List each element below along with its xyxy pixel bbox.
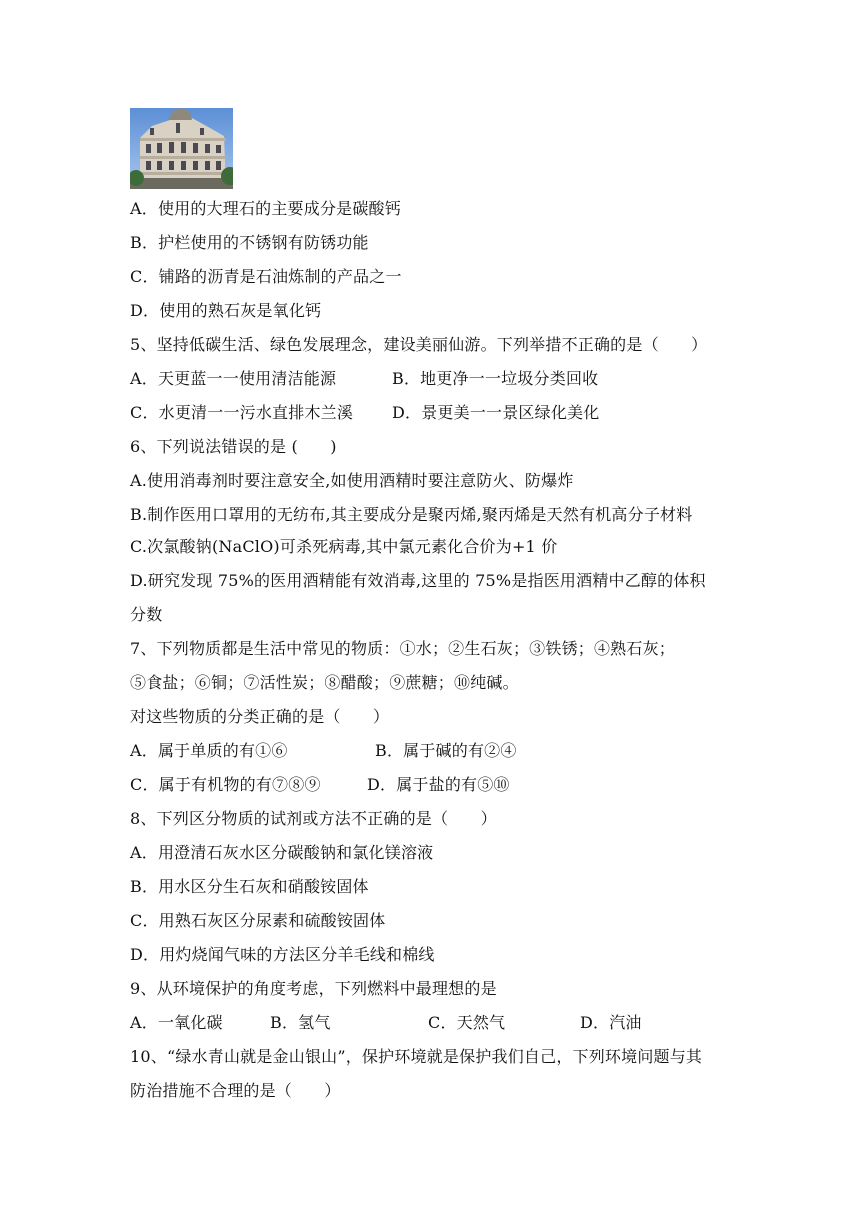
q9-option-b: B．氢气 [270, 1013, 331, 1032]
text-line: A.使用消毒剂时要注意安全,如使用酒精时要注意防火、防爆炸 [130, 471, 574, 490]
text-line: A．用澄清石灰水区分碳酸钠和氯化镁溶液 [130, 843, 434, 862]
text-line: C．用熟石灰区分尿素和硫酸铵固体 [130, 911, 386, 930]
q5-option-c: C．水更清一一污水直排木兰溪 [130, 403, 354, 422]
q7-option-d: D．属于盐的有⑤⑩ [367, 775, 510, 794]
q5-option-d: D．景更美一一景区绿化美化 [392, 403, 600, 422]
text-line: 10、“绿水青山就是金山银山”，保护环境就是保护我们自己，下列环境问题与其 [130, 1047, 703, 1066]
text-line: B．用水区分生石灰和硝酸铵固体 [130, 877, 369, 896]
q9-option-a: A．一氧化碳 [130, 1013, 223, 1032]
text-line: 7、下列物质都是生活中常见的物质：①水；②生石灰；③铁锈；④熟石灰； [130, 639, 675, 658]
text-line: D．用灼烧闻气味的方法区分羊毛线和棉线 [130, 945, 435, 964]
q9-option-d: D．汽油 [580, 1013, 642, 1032]
building-photo [130, 108, 233, 189]
text-line: 6、下列说法错误的是 ( ) [130, 437, 337, 456]
q7-option-c: C．属于有机物的有⑦⑧⑨ [130, 775, 321, 794]
text-line: 对这些物质的分类正确的是（ ） [130, 707, 390, 726]
text-line: D．使用的熟石灰是氧化钙 [130, 301, 322, 320]
q5-option-a: A．天更蓝一一使用清洁能源 [130, 369, 337, 388]
text-line: ⑤食盐；⑥铜；⑦活性炭；⑧醋酸；⑨蔗糖；⑩纯碱。 [130, 673, 519, 692]
q5-option-b: B．地更净一一垃圾分类回收 [392, 369, 599, 388]
text-line: D.研究发现 75%的医用酒精能有效消毒,这里的 75%是指医用酒精中乙醇的体积 [130, 571, 706, 590]
q7-option-a: A．属于单质的有①⑥ [130, 741, 288, 760]
text-line: 5、坚持低碳生活、绿色发展理念，建设美丽仙游。下列举措不正确的是（ ） [130, 335, 708, 354]
text-line: B.制作医用口罩用的无纺布,其主要成分是聚丙烯,聚丙烯是天然有机高分子材料 [130, 505, 693, 524]
text-line: A．使用的大理石的主要成分是碳酸钙 [130, 199, 401, 218]
text-line: B．护栏使用的不锈钢有防锈功能 [130, 233, 369, 252]
text-line: C.次氯酸钠(NaClO)可杀死病毒,其中氯元素化合价为+1 价 [130, 537, 558, 556]
text-line: C．铺路的沥青是石油炼制的产品之一 [130, 267, 402, 286]
text-line: 分数 [130, 605, 163, 624]
q7-option-b: B．属于碱的有②④ [375, 741, 517, 760]
q9-option-c: C．天然气 [428, 1013, 506, 1032]
text-line: 8、下列区分物质的试剂或方法不正确的是（ ） [130, 809, 497, 828]
text-line: 9、从环境保护的角度考虑，下列燃料中最理想的是 [130, 979, 497, 998]
text-line: 防治措施不合理的是（ ） [130, 1081, 341, 1100]
